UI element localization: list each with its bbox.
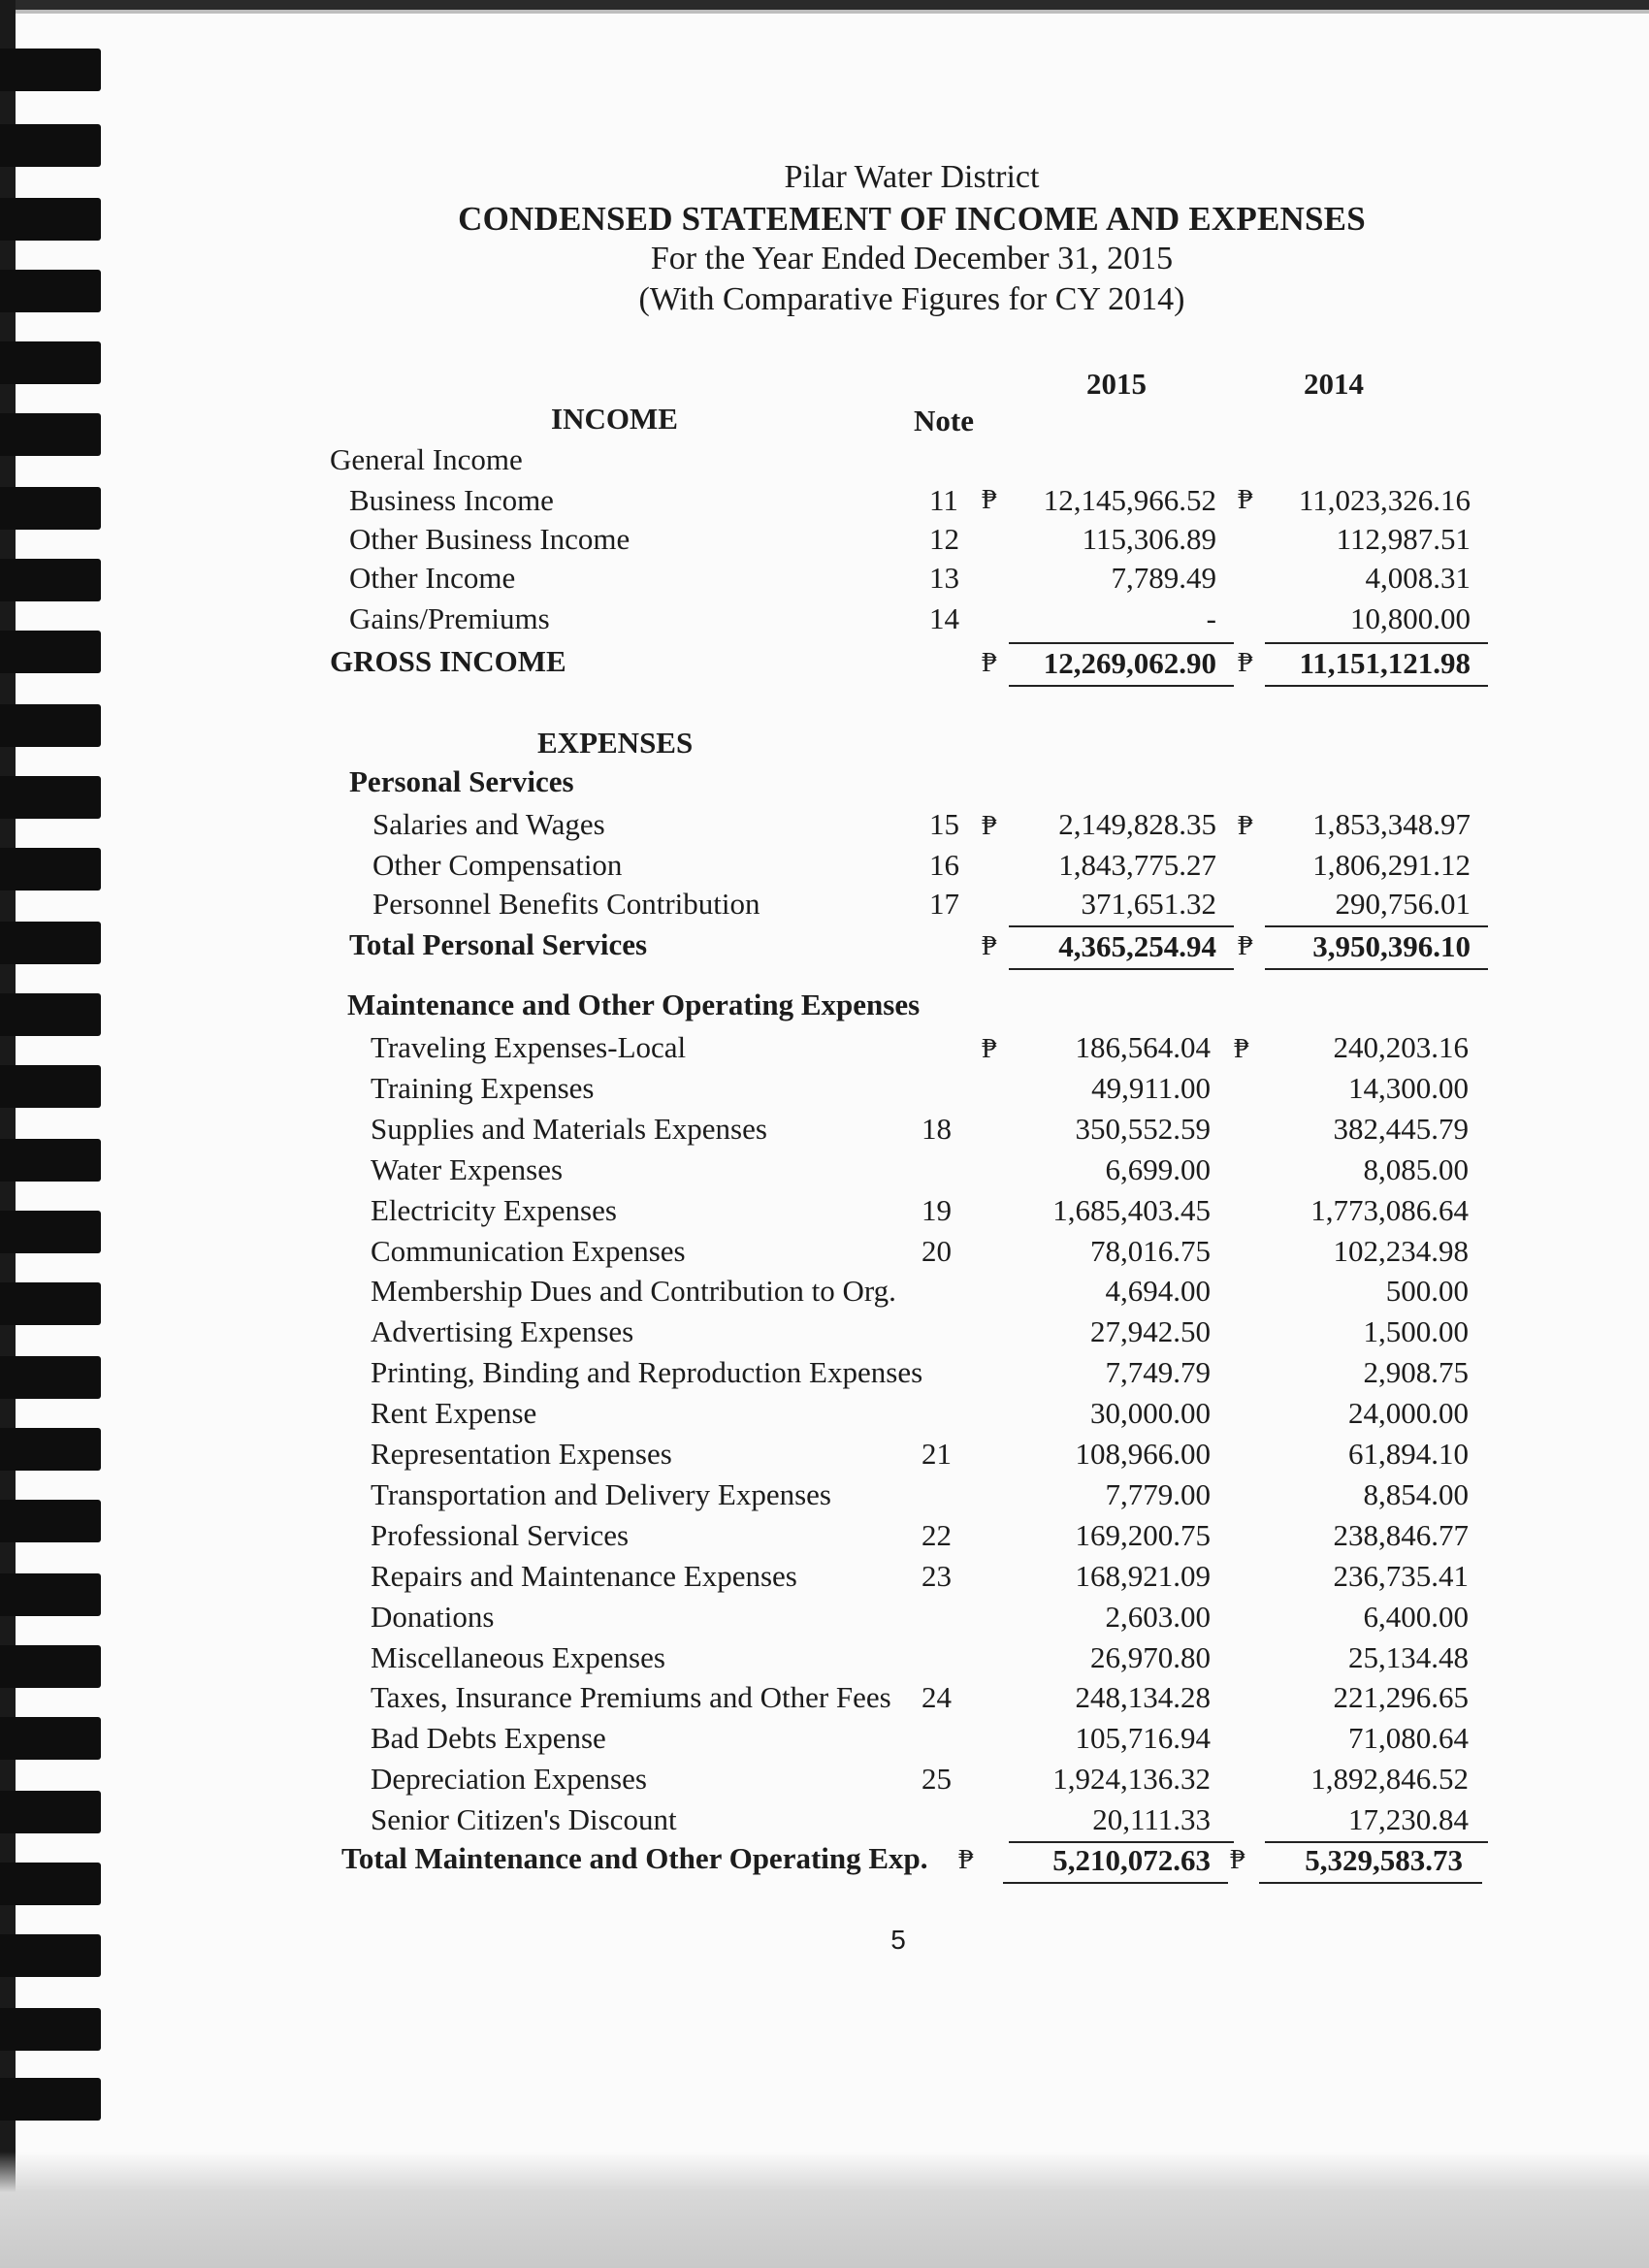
gross-income-2014: 11,151,121.98: [1299, 646, 1471, 680]
line-item-2015: 26,970.80: [1090, 1640, 1211, 1674]
line-item-2014: 112,987.51: [1336, 522, 1471, 556]
line-item-2014: 382,445.79: [1333, 1112, 1469, 1146]
line-item-note: 18: [922, 1112, 952, 1146]
line-item-2014: 1,500.00: [1363, 1314, 1469, 1348]
line-item-2015: 7,779.00: [1105, 1477, 1211, 1511]
binding-hole: [0, 922, 101, 964]
line-item-label: Taxes, Insurance Premiums and Other Fees: [371, 1680, 891, 1714]
line-item-2014: 24,000.00: [1348, 1396, 1469, 1430]
line-item-label: Training Expenses: [371, 1071, 595, 1105]
col-header-2014: 2014: [1304, 367, 1364, 401]
peso-sign: ₱: [982, 931, 997, 961]
binding-hole: [0, 2008, 101, 2051]
scan-bottom-shadow: [0, 2152, 1649, 2268]
general-income-label: General Income: [330, 442, 523, 476]
binding-hole: [0, 993, 101, 1036]
peso-sign: ₱: [982, 485, 997, 515]
binding-hole: [0, 1065, 101, 1108]
subtotal-rule-2015: [1009, 642, 1234, 644]
line-item-2015: 49,911.00: [1091, 1071, 1211, 1105]
line-item-label: Professional Services: [371, 1518, 630, 1552]
page-number: 5: [890, 1925, 906, 1955]
line-item-2014: 1,806,291.12: [1312, 848, 1471, 882]
comparative-note: (With Comparative Figures for CY 2014): [638, 281, 1185, 317]
line-item-note: 11: [929, 483, 958, 517]
binding-hole: [0, 1139, 101, 1182]
line-item-2014: 1,773,086.64: [1310, 1193, 1469, 1227]
line-item-2015: 20,111.33: [1092, 1802, 1211, 1836]
line-item-label: Other Income: [349, 561, 516, 595]
line-item-label: Traveling Expenses-Local: [371, 1030, 687, 1064]
binding-hole: [0, 1500, 101, 1542]
line-item-label: Rent Expense: [371, 1396, 537, 1430]
total-rule-2015: [1009, 968, 1234, 970]
gross-income-label: GROSS INCOME: [330, 644, 566, 678]
binding-hole: [0, 487, 101, 530]
line-item-2015: 108,966.00: [1075, 1437, 1211, 1471]
gross-income-2015: 12,269,062.90: [1043, 646, 1216, 680]
col-header-2015: 2015: [1086, 367, 1147, 401]
line-item-note: 17: [929, 887, 959, 921]
line-item-2014: 290,756.01: [1335, 887, 1471, 921]
line-item-2015: 30,000.00: [1090, 1396, 1211, 1430]
line-item-2015: 2,149,828.35: [1058, 807, 1216, 841]
line-item-note: 19: [922, 1193, 952, 1227]
line-item-label: Repairs and Maintenance Expenses: [371, 1559, 797, 1593]
line-item-2015: 6,699.00: [1105, 1152, 1211, 1186]
line-item-label: Depreciation Expenses: [371, 1762, 647, 1796]
peso-sign: ₱: [1238, 811, 1253, 841]
line-item-label: Membership Dues and Contribution to Org.: [371, 1274, 896, 1308]
line-item-2014: 240,203.16: [1333, 1030, 1469, 1064]
binding-hole: [0, 848, 101, 891]
binding-hole: [0, 1791, 101, 1833]
total-rule-2015: [1003, 1882, 1228, 1884]
binding-hole: [0, 341, 101, 384]
line-item-2014: 11,023,326.16: [1298, 483, 1471, 517]
line-item-label: Supplies and Materials Expenses: [371, 1112, 767, 1146]
binding-hole: [0, 413, 101, 456]
peso-sign: ₱: [982, 648, 997, 678]
col-header-note: Note: [914, 404, 974, 437]
mooe-heading: Maintenance and Other Operating Expenses: [347, 988, 921, 1021]
line-item-label: Representation Expenses: [371, 1437, 672, 1471]
peso-sign: ₱: [1234, 1034, 1249, 1064]
line-item-2015: 186,564.04: [1075, 1030, 1211, 1064]
line-item-label: Bad Debts Expense: [371, 1721, 606, 1755]
total-rule-2015: [1009, 685, 1234, 687]
line-item-2014: 14,300.00: [1348, 1071, 1469, 1105]
line-item-2015: 371,651.32: [1081, 887, 1216, 921]
line-item-label: Printing, Binding and Reproduction Expenses: [371, 1355, 923, 1389]
peso-sign: ₱: [982, 811, 997, 841]
company-name: Pilar Water District: [784, 159, 1040, 195]
binding-hole: [0, 2078, 101, 2121]
line-item-2014: 6,400.00: [1363, 1600, 1469, 1634]
line-item-2014: 221,296.65: [1333, 1680, 1469, 1714]
line-item-2015: 7,789.49: [1111, 561, 1216, 595]
line-item-note: 23: [922, 1559, 952, 1593]
peso-sign: ₱: [1238, 485, 1253, 515]
line-item-2015: 248,134.28: [1075, 1680, 1211, 1714]
binding-hole: [0, 559, 101, 601]
line-item-2014: 17,230.84: [1348, 1802, 1469, 1836]
line-item-2014: 10,800.00: [1350, 601, 1471, 635]
binding-hole: [0, 1428, 101, 1471]
personal-services-heading: Personal Services: [349, 764, 574, 798]
peso-sign: ₱: [1238, 931, 1253, 961]
line-item-label: Other Compensation: [372, 848, 623, 882]
binding-hole: [0, 631, 101, 673]
line-item-2014: 102,234.98: [1333, 1234, 1469, 1268]
line-item-label: Donations: [371, 1600, 495, 1634]
line-item-2014: 25,134.48: [1348, 1640, 1469, 1674]
scan-top-edge: [0, 0, 1649, 10]
peso-sign: ₱: [958, 1845, 974, 1875]
line-item-2015: 78,016.75: [1090, 1234, 1211, 1268]
line-item-2014: 238,846.77: [1333, 1518, 1469, 1552]
total-personal-services-2015: 4,365,254.94: [1058, 929, 1216, 963]
line-item-2015: 12,145,966.52: [1043, 483, 1216, 517]
line-item-label: Water Expenses: [371, 1152, 564, 1186]
peso-sign: ₱: [1230, 1845, 1245, 1875]
line-item-2014: 1,892,846.52: [1310, 1762, 1469, 1796]
line-item-note: 14: [929, 601, 959, 635]
binding-hole: [0, 1717, 101, 1760]
line-item-2014: 1,853,348.97: [1312, 807, 1471, 841]
binding-hole: [0, 1356, 101, 1399]
subtotal-rule-2014: [1265, 642, 1488, 644]
line-item-note: 25: [922, 1762, 952, 1796]
line-item-2015: 27,942.50: [1090, 1314, 1211, 1348]
line-item-2014: 8,085.00: [1363, 1152, 1469, 1186]
line-item-2015: 105,716.94: [1075, 1721, 1211, 1755]
total-mooe-2014: 5,329,583.73: [1305, 1843, 1463, 1877]
line-item-2015: 1,924,136.32: [1052, 1762, 1211, 1796]
line-item-label: Senior Citizen's Discount: [371, 1802, 677, 1836]
line-item-2015: -: [1206, 601, 1216, 635]
total-mooe-label: Total Maintenance and Other Operating Exp.: [341, 1841, 928, 1875]
line-item-2015: 7,749.79: [1105, 1355, 1211, 1389]
line-item-note: 15: [929, 807, 959, 841]
line-item-note: 16: [929, 848, 959, 882]
line-item-2015: 2,603.00: [1105, 1600, 1211, 1634]
line-item-label: Business Income: [349, 483, 554, 517]
binding-hole: [0, 49, 101, 91]
line-item-2015: 4,694.00: [1105, 1274, 1211, 1308]
line-item-2014: 2,908.75: [1363, 1355, 1469, 1389]
line-item-label: Miscellaneous Expenses: [371, 1640, 665, 1674]
line-item-2015: 1,685,403.45: [1052, 1193, 1211, 1227]
line-item-2015: 115,306.89: [1082, 522, 1216, 556]
statement-title: CONDENSED STATEMENT OF INCOME AND EXPENSES: [458, 200, 1366, 238]
line-item-2014: 236,735.41: [1333, 1559, 1469, 1593]
line-item-2015: 1,843,775.27: [1058, 848, 1216, 882]
binding-hole: [0, 776, 101, 819]
expenses-heading: EXPENSES: [537, 726, 694, 760]
line-item-label: Transportation and Delivery Expenses: [371, 1477, 831, 1511]
statement-period: For the Year Ended December 31, 2015: [650, 241, 1174, 276]
line-item-note: 13: [929, 561, 959, 595]
total-rule-2014: [1265, 685, 1488, 687]
line-item-label: Other Business Income: [349, 522, 630, 556]
line-item-label: Gains/Premiums: [349, 601, 550, 635]
line-item-2014: 71,080.64: [1348, 1721, 1469, 1755]
total-rule-2014: [1265, 968, 1488, 970]
total-rule-2014: [1259, 1882, 1482, 1884]
peso-sign: ₱: [1238, 648, 1253, 678]
line-item-2015: 169,200.75: [1075, 1518, 1211, 1552]
total-personal-services-2014: 3,950,396.10: [1312, 929, 1471, 963]
subtotal-rule-2014: [1265, 925, 1488, 927]
line-item-label: Personnel Benefits Contribution: [372, 887, 760, 921]
subtotal-rule-2015: [1009, 925, 1234, 927]
line-item-2015: 168,921.09: [1075, 1559, 1211, 1593]
line-item-2014: 8,854.00: [1363, 1477, 1469, 1511]
binding-hole: [0, 1645, 101, 1688]
line-item-label: Communication Expenses: [371, 1234, 686, 1268]
binding-hole: [0, 1863, 101, 1905]
line-item-label: Electricity Expenses: [371, 1193, 617, 1227]
binding-hole: [0, 1282, 101, 1325]
total-personal-services-label: Total Personal Services: [349, 927, 648, 961]
total-mooe-2015: 5,210,072.63: [1052, 1843, 1211, 1877]
binding-hole: [0, 704, 101, 747]
line-item-2015: 350,552.59: [1075, 1112, 1211, 1146]
binding-hole: [0, 1573, 101, 1616]
line-item-note: 24: [922, 1680, 952, 1714]
line-item-note: 12: [929, 522, 959, 556]
line-item-2014: 500.00: [1385, 1274, 1469, 1308]
line-item-note: 20: [922, 1234, 952, 1268]
line-item-2014: 61,894.10: [1348, 1437, 1469, 1471]
binding-hole: [0, 1211, 101, 1253]
line-item-label: Advertising Expenses: [371, 1314, 634, 1348]
line-item-label: Salaries and Wages: [372, 807, 605, 841]
line-item-2014: 4,008.31: [1365, 561, 1471, 595]
line-item-note: 21: [922, 1437, 952, 1471]
peso-sign: ₱: [982, 1034, 997, 1064]
line-item-note: 22: [922, 1518, 952, 1552]
income-heading: INCOME: [551, 402, 678, 436]
